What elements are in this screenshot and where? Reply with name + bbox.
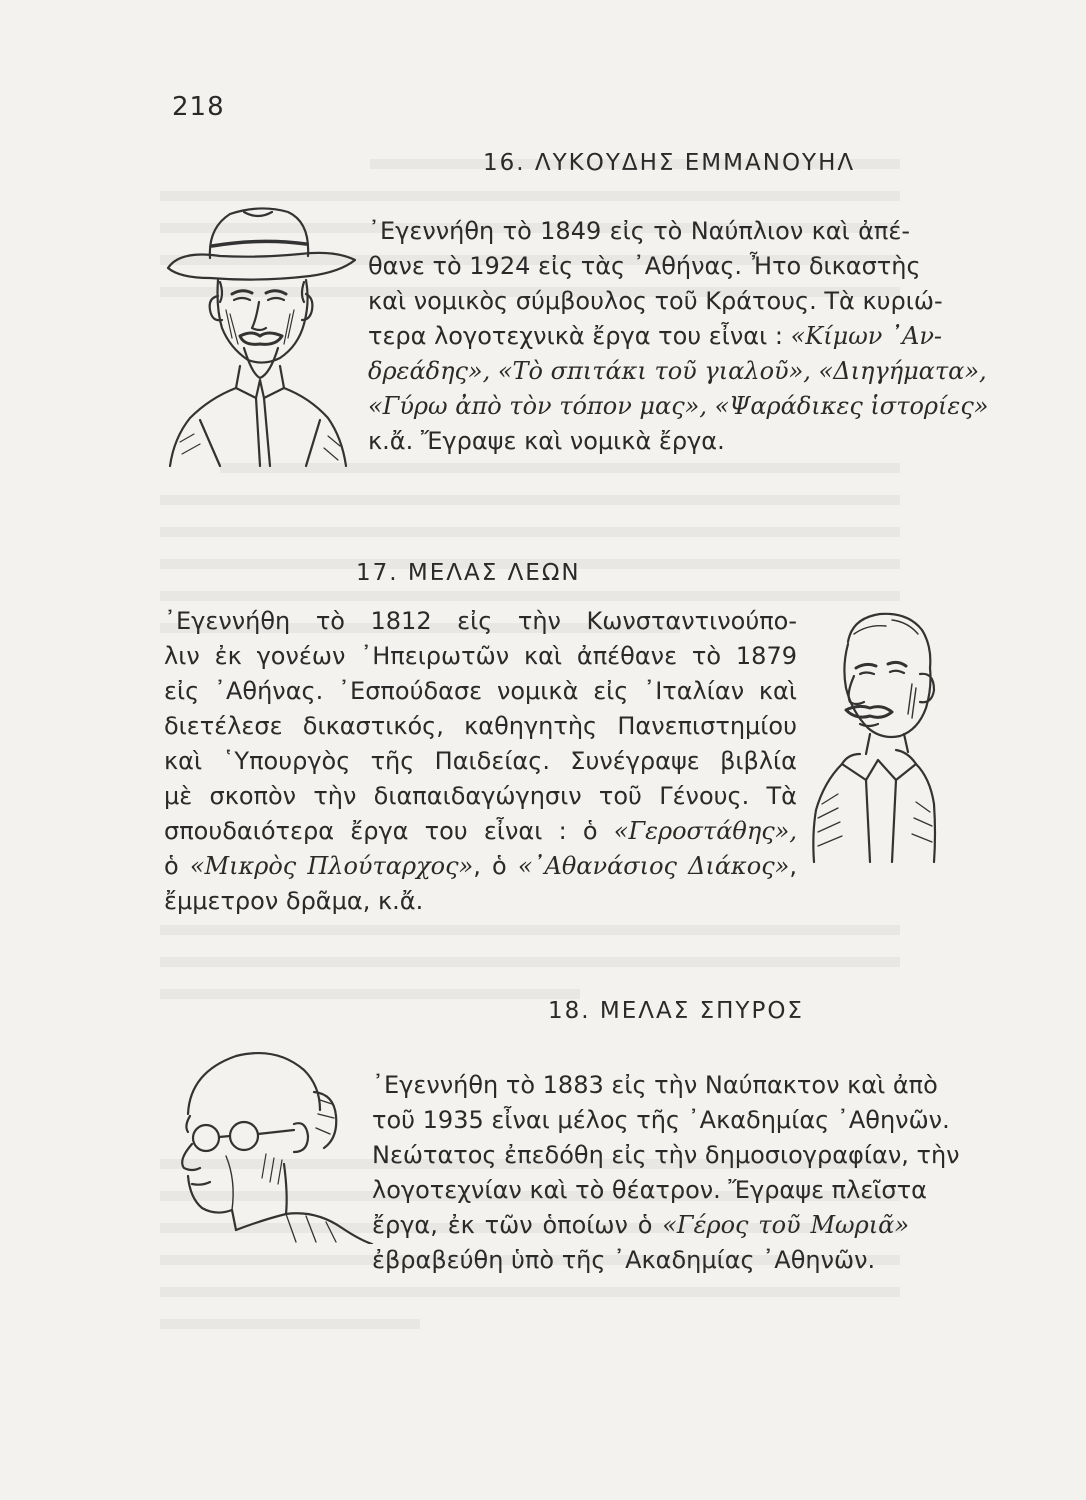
entry-17-line-text: σπουδαιότερα ἔργα του εἶναι : ὁ: [164, 817, 614, 845]
entry-text-18: [372, 1068, 960, 1278]
portrait-man-with-moustache-icon: [808, 604, 938, 864]
entry-17-work-title: «Γεροστάθης»,: [613, 817, 797, 845]
entry-17-line: [164, 849, 797, 884]
entry-18-line-text: ἔργα, ἐκ τῶν ὁποίων ὁ: [372, 1211, 663, 1239]
entry-text-16: [368, 214, 989, 459]
entry-18-line: ᾿Εγεννήθη τὸ 1883 εἰς τὴν Ναύπακτον καὶ ἀπὸ: [372, 1071, 938, 1099]
entry-16-line: κ.ἄ. Ἔγραψε καὶ νομικὰ ἔργα.: [368, 427, 725, 455]
entry-18-line: τοῦ 1935 εἶναι μέλος τῆς ᾿Ακαδημίας ᾿Αθηνῶν.: [372, 1106, 950, 1134]
entry-16-work-titles: δρεάδης», «Τὸ σπιτάκι τοῦ γιαλοῦ», «Διηγήματα»,: [368, 357, 987, 385]
entry-17-line-text: , ὁ: [473, 852, 518, 880]
entry-17-line-text: ,: [789, 852, 798, 880]
entry-17-line: ᾿Εγεννήθη τὸ 1812 εἰς τὴν Κωνσταντινούπο-: [164, 607, 797, 635]
entry-17-line-text: ὁ: [164, 852, 190, 880]
entry-17-line: ἔμμετρον δρᾶμα, κ.ἄ.: [164, 887, 424, 915]
entry-17-line: μὲ σκοπὸν τὴν διαπαιδαγώγησιν τοῦ Γένους. Τὰ: [164, 782, 797, 810]
entry-17-line: διετέλεσε δικαστικός, καθηγητὴς Πανεπιστημίου: [164, 712, 797, 740]
entry-heading-17: 17. ΜΕΛΑΣ ΛΕΩΝ: [356, 560, 581, 586]
entry-17-line: λιν ἐκ γονέων ᾿Ηπειρωτῶν καὶ ἀπέθανε τὸ 1879: [164, 642, 797, 670]
portrait-man-with-glasses-icon: [166, 1044, 376, 1244]
entry-18-line: λογοτεχνίαν καὶ τὸ θέατρον. Ἔγραψε πλεῖστα: [372, 1176, 927, 1204]
portrait-man-with-hat-icon: [160, 198, 360, 468]
entry-16-line: [368, 354, 987, 389]
entry-16-line: θανε τὸ 1924 εἰς τὰς ᾿Αθήνας. Ἦτο δικαστὴς: [368, 252, 921, 280]
entry-heading-18: 18. ΜΕΛΑΣ ΣΠΥΡΟΣ: [548, 998, 804, 1024]
entry-16-line: ᾿Εγεννήθη τὸ 1849 εἰς τὸ Ναύπλιον καὶ ἀπέ-: [368, 217, 910, 245]
page-number: 218: [172, 92, 225, 122]
entry-17-line: καὶ ῾Υπουργὸς τῆς Παιδείας. Συνέγραψε βιβλία: [164, 747, 797, 775]
entry-17-work-title: «Μικρὸς Πλούταρχος»: [189, 852, 474, 880]
entry-16-line: [368, 319, 943, 354]
entry-16-work-title: «Κίμων ᾿Αν-: [790, 322, 943, 350]
entry-17-line: εἰς ᾿Αθήνας. ᾿Εσπούδασε νομικὰ εἰς ᾿Ιταλίαν καὶ: [164, 677, 797, 705]
entry-17-line: [164, 814, 797, 849]
entry-18-line: Νεώτατος ἐπεδόθη εἰς τὴν δημοσιογραφίαν, τὴν: [372, 1141, 960, 1169]
entry-16-line: [368, 389, 989, 424]
entry-heading-16: 16. ΛΥΚΟΥΔΗΣ ΕΜΜΑΝΟΥΗΛ: [483, 150, 856, 176]
entry-16-line-text: τερα λογοτεχνικὰ ἔργα του εἶναι :: [368, 322, 791, 350]
entry-16-line: καὶ νομικὸς σύμβουλος τοῦ Κράτους. Τὰ κυριώ-: [368, 287, 943, 315]
entry-18-line: ἐβραβεύθη ὑπὸ τῆς ᾿Ακαδημίας ᾿Αθηνῶν.: [372, 1246, 876, 1274]
entry-17-work-title: «᾿Αθανάσιος Διάκος»: [517, 852, 790, 880]
entry-text-17: [164, 604, 797, 919]
entry-18-line: [372, 1208, 909, 1243]
entry-16-work-titles: «Γύρω ἀπὸ τὸν τόπον μας», «Ψαράδικες ἱστορίες»: [368, 392, 989, 420]
entry-18-work-title: «Γέρος τοῦ Μωριᾶ»: [662, 1211, 910, 1239]
